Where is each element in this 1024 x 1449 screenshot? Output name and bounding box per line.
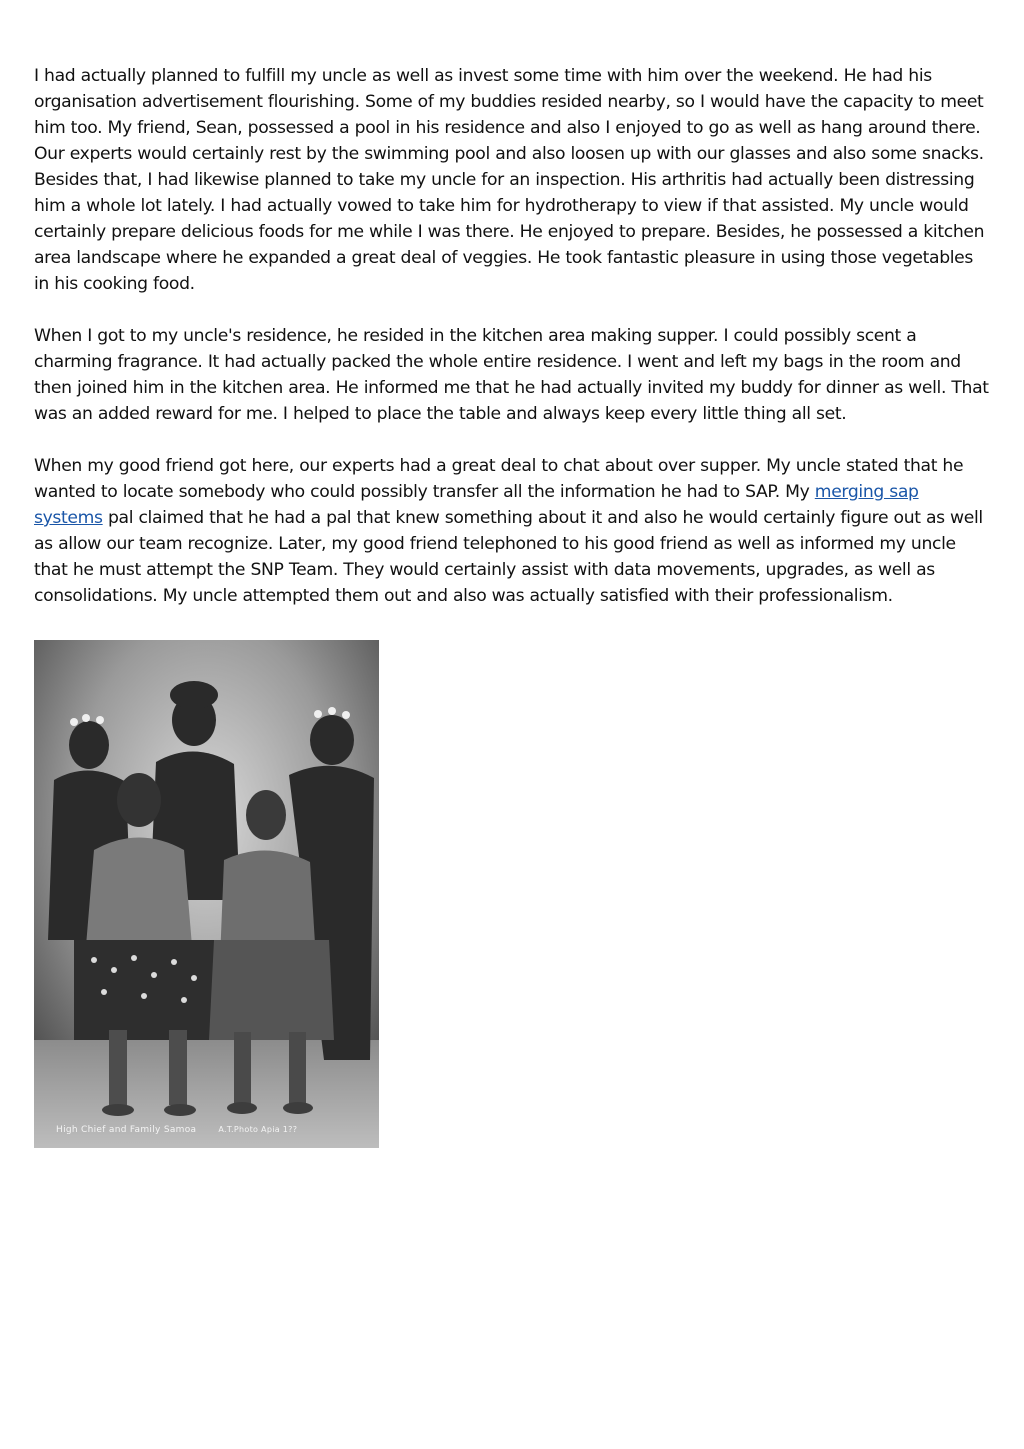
family-photo: [34, 640, 379, 1148]
family-photo-illustration: [34, 640, 379, 1148]
paragraph-2: When I got to my uncle's residence, he resided in the kitchen area making supper. I could possibly scent a charming fragrance. It had actually packed the whole entire residence. I went and left my bags in the room and then joined him in the kitchen area. He informed me that he had actually invited my buddy for dinner as well. That was an added reward for me. I helped to place the table and always keep every little thing all set.: [34, 326, 989, 424]
paragraph-1: I had actually planned to fulfill my uncle as well as invest some time with him over the weekend. He had his organisation advertisement flourishing. Some of my buddies resided nearby, so I would have the capacity to meet him too. My friend, Sean, possessed a pool in his residence and also I enjoyed to go as well as hang around there. Our experts would certainly rest by the swimming pool and also loosen up with our glasses and also some snacks. Besides that, I had likewise planned to take my uncle for an inspection. His arthritis had actually been distressing him a whole lot lately. I had actually vowed to take him for hydrotherapy to view if that assisted. My uncle would certainly prepare delicious foods for me while I was there. He enjoyed to prepare. Besides, he possessed a kitchen area landscape where he expanded a great deal of veggies. He took fantastic pleasure in using those vegetables in his cooking food.: [34, 66, 985, 294]
photo-caption-title: High Chief and Family Samoa: [56, 1125, 197, 1135]
photo-caption-studio: A.T.Photo Apia 1??: [218, 1125, 298, 1134]
article-body: [34, 63, 992, 635]
paragraph-3-end: pal claimed that he had a pal that knew something about it and also he would certainly figure out as well as allow our team recognize. Later, my good friend telephoned to his good friend as well as informed my uncle that he must attempt the SNP Team. They would certainly assist with data movements, upgrades, as well as consolidations. My uncle attempted them out and also was actually satisfied with their professionalism.: [34, 508, 983, 606]
photo-caption: [56, 1125, 356, 1135]
paragraph-3: [34, 453, 992, 609]
merging-sap-systems-link[interactable]: merging sap systems: [34, 482, 919, 528]
paragraph-3-start: When my good friend got here, our experts had a great deal to chat about over supper. My uncle stated that he wanted to locate somebody who could possibly transfer all the information he had to SAP. My: [34, 456, 964, 502]
